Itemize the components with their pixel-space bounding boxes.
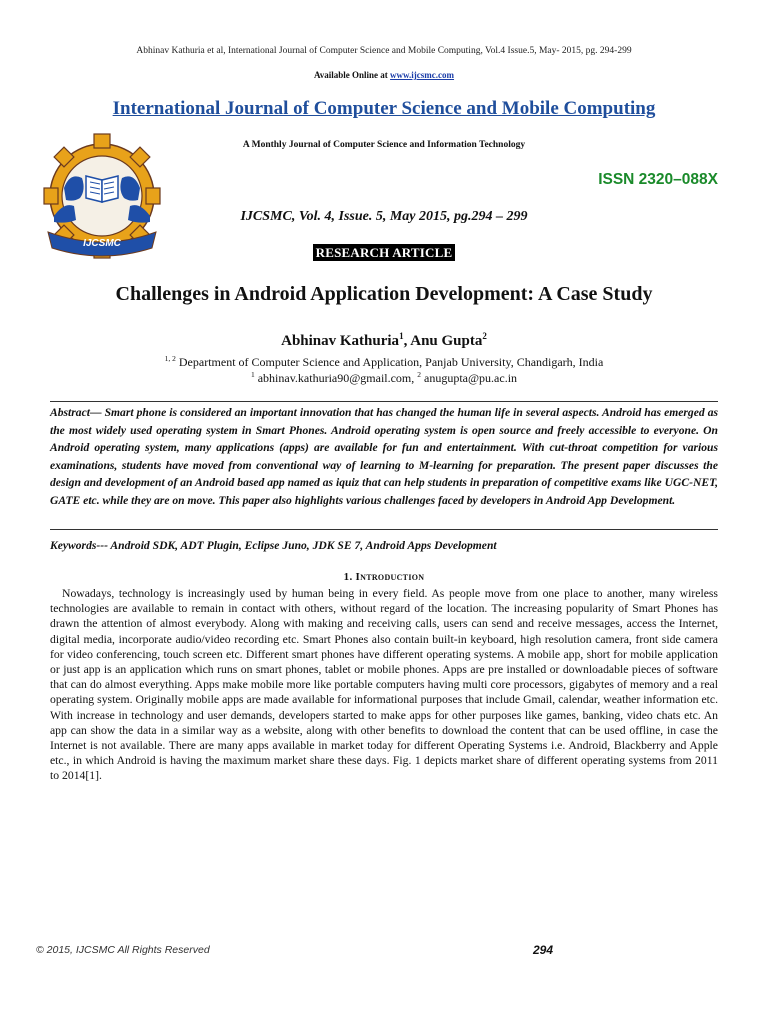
author-list [0, 331, 768, 350]
author-affiliation-marker: 1 [399, 331, 404, 341]
introduction-paragraph: Nowadays, technology is increasingly used by human being in every field. As people move from one place to another, many wireless technologies are available to remain in contact with others, without regard of the location. The increasing popularity of Smart Phones has drawn the attention of almost everybody. Along with making and receiving calls, users can send and receive messages, access the Internet, digital media, incorporate audio/video recording etc. Smart Phones also contain built-in keyboard, high resolution camera, front side camera for video conferencing, touch screen etc. Different smart phones have different operating systems. A mobile app, short for mobile application or just app is an application which runs on smart phones, tablet or mobile phones. Apps are pre installed or downloadable pieces of software that can do almost everything. Apps make mobile more like portable computers having multi core processors, gigabytes of memory and a real operating system. Originally mobile apps are made available for informational purposes that include Gmail, calendar, weather information etc. With increase in technology and user demands, developers started to make apps for other purposes like games, banking, video chats etc. An app can show the data in a similar way as a website, along with other benefits to download the content that can be used offline, in case the Internet is not available. There are many apps available in market today for different Operating Systems i.e. Android, Blackberry and Apple etc., in which Android is having the maximum market share these days. Fig. 1 depicts market share of different operating systems from 2011 to 2014[1]. [50, 587, 718, 783]
email-marker: 2 [417, 370, 422, 379]
affiliation-text: Department of Computer Science and Application, Panjab University, Chandigarh, India [178, 355, 604, 369]
abstract-top-rule [50, 401, 718, 402]
email-marker: 1 [250, 370, 255, 379]
open-book-icon [86, 176, 118, 202]
footer-copyright: © 2015, IJCSMC All Rights Reserved [36, 944, 210, 956]
article-type-badge [0, 244, 768, 262]
available-online-label: Available Online at [313, 70, 391, 80]
author-email: abhinav.kathuria90@gmail.com, [257, 371, 418, 385]
author-name: Anu Gupta [410, 333, 483, 349]
header-citation: Abhinav Kathuria et al, International Journal of Computer Science and Mobile Computing, Vol.4 Issue.5, May- 2015, pg. 294-299 [136, 46, 632, 56]
abstract-text: Abstract— Smart phone is considered an important innovation that has changed the human life in several aspects. Android has emerged as the most widely used operating system in Smart Phones. Android operating system is open source and freely accessible to everyone. On Android operating system, many applications (apps) are available for fun and entertainment. With cut-throat competition for various examinations, students have moved from conventional way of learning to M-learning for preparation. The present paper discusses the design and development of an Android based app named as iquiz that can help students in preparation of competitive exams like UGC-NET, GATE etc. while they are on move. This paper also highlights various challenges faced by developers in Android App Development. [50, 406, 718, 507]
logo-text: IJCSMC [83, 238, 121, 249]
author-affiliation [0, 354, 768, 370]
issn-number: ISSN 2320–088X [598, 171, 718, 188]
abstract-bottom-rule [50, 529, 718, 530]
author-email: anugupta@pu.ac.in [424, 371, 518, 385]
keywords-line: Keywords--- Android SDK, ADT Plugin, Eclipse Juno, JDK SE 7, Android Apps Development [50, 539, 497, 552]
journal-subtitle: A Monthly Journal of Computer Science and Information Technology [242, 140, 526, 150]
author-emails [0, 370, 768, 386]
journal-website-link[interactable]: www.ijcsmc.com [390, 70, 455, 80]
footer-page-number: 294 [533, 943, 554, 957]
author-separator: , [403, 333, 411, 349]
affiliation-marker: 1, 2 [164, 354, 176, 363]
article-type-label: RESEARCH ARTICLE [313, 244, 456, 261]
author-name: Abhinav Kathuria [281, 333, 400, 349]
journal-title[interactable]: International Journal of Computer Science and Mobile Computing [112, 98, 656, 119]
ijcsmc-logo [30, 132, 174, 260]
section-heading-introduction: 1. Introduction [343, 571, 425, 583]
paper-title: Challenges in Android Application Development: A Case Study [115, 283, 653, 305]
author-affiliation-marker: 2 [482, 331, 487, 341]
available-online [0, 70, 768, 80]
volume-issue-line: IJCSMC, Vol. 4, Issue. 5, May 2015, pg.294 – 299 [240, 209, 528, 224]
